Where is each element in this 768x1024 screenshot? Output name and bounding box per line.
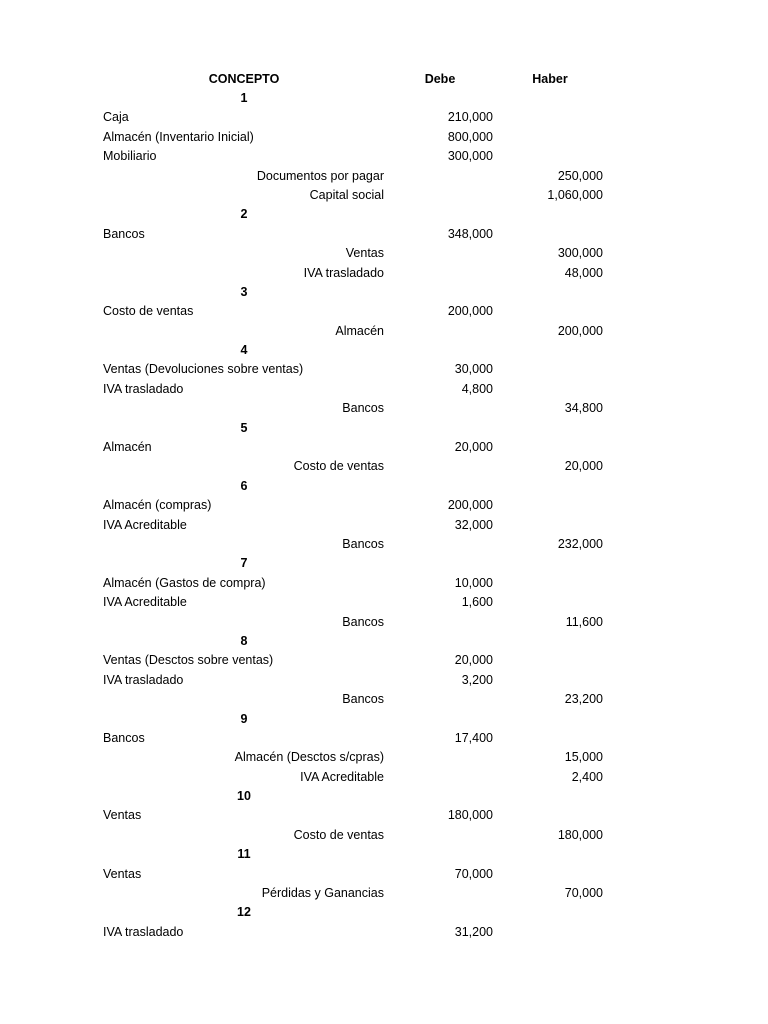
- journal-row: [0, 147, 768, 166]
- debit-account: IVA trasladado: [103, 924, 184, 939]
- entry-number: 8: [240, 633, 248, 648]
- journal-row: [0, 264, 768, 283]
- debe-amount: 4,800: [461, 381, 493, 396]
- entry-number: 1: [240, 91, 248, 105]
- journal-row: [0, 593, 768, 612]
- journal-row: [0, 496, 768, 515]
- debit-account: IVA Acreditable: [103, 517, 187, 532]
- credit-account: Bancos: [342, 614, 384, 629]
- debit-account: Caja: [103, 110, 129, 125]
- entry-number: 6: [240, 478, 248, 493]
- journal-row: [0, 574, 768, 593]
- debit-account: IVA trasladado: [103, 672, 184, 687]
- debe-amount: 800,000: [447, 129, 493, 144]
- debe-amount: 32,000: [454, 517, 493, 532]
- haber-amount: 200,000: [557, 323, 603, 338]
- debit-account: Mobiliario: [103, 149, 157, 164]
- journal-row: [0, 671, 768, 690]
- entry-number-row: [0, 283, 768, 302]
- journal-row: [0, 516, 768, 535]
- journal-row: [0, 225, 768, 244]
- journal-row: [0, 865, 768, 884]
- haber-amount: 232,000: [557, 536, 603, 551]
- entry-number: 2: [240, 207, 248, 222]
- haber-amount: 15,000: [564, 750, 603, 765]
- credit-account: Costo de ventas: [293, 827, 384, 842]
- credit-account: Bancos: [342, 692, 384, 707]
- journal-row: [0, 322, 768, 341]
- journal-row: [0, 923, 768, 942]
- journal-row: [0, 360, 768, 379]
- credit-account: Bancos: [342, 536, 384, 551]
- debe-amount: 70,000: [454, 866, 493, 881]
- journal-row: [0, 884, 768, 903]
- header-haber: Haber: [532, 72, 568, 86]
- haber-amount: 48,000: [564, 265, 603, 280]
- entry-number-row: [0, 477, 768, 496]
- debe-amount: 17,400: [454, 730, 493, 745]
- entry-number-row: [0, 632, 768, 651]
- debe-amount: 3,200: [461, 672, 493, 687]
- credit-account: Costo de ventas: [293, 459, 384, 474]
- debe-amount: 300,000: [447, 149, 493, 164]
- journal-row: [0, 806, 768, 825]
- entry-number: 10: [237, 789, 251, 804]
- entry-number: 12: [237, 905, 251, 920]
- entry-number-row: [0, 710, 768, 729]
- credit-account: IVA trasladado: [303, 265, 384, 280]
- haber-amount: 11,600: [565, 614, 603, 629]
- debit-account: Almacén: [103, 440, 152, 455]
- header-concepto: CONCEPTO: [208, 72, 280, 86]
- credit-account: IVA Acreditable: [300, 769, 384, 784]
- entry-number: 5: [240, 420, 248, 435]
- journal-row: [0, 167, 768, 186]
- credit-account: Bancos: [342, 401, 384, 416]
- debe-amount: 348,000: [447, 226, 493, 241]
- debe-amount: 200,000: [447, 304, 493, 319]
- credit-account: Almacén: [335, 323, 384, 338]
- debe-amount: 1,600: [461, 595, 493, 610]
- debit-account: Ventas (Desctos sobre ventas): [103, 653, 274, 668]
- entry-number-row: [0, 341, 768, 360]
- debit-account: IVA trasladado: [103, 381, 184, 396]
- journal-rows: [0, 89, 768, 942]
- debit-account: IVA Acreditable: [103, 595, 187, 610]
- entry-number-row: [0, 787, 768, 806]
- haber-amount: 70,000: [564, 886, 603, 901]
- entry-number: 11: [237, 847, 251, 862]
- debe-amount: 31,200: [454, 924, 493, 939]
- journal-row: [0, 302, 768, 321]
- entry-number: 3: [240, 284, 248, 299]
- debe-amount: 20,000: [454, 653, 493, 668]
- journal-row: [0, 768, 768, 787]
- entry-number-row: [0, 554, 768, 573]
- haber-amount: 250,000: [557, 168, 603, 183]
- journal-row: [0, 186, 768, 205]
- journal-row: [0, 651, 768, 670]
- debit-account: Almacén (compras): [103, 498, 212, 513]
- haber-amount: 300,000: [557, 246, 603, 261]
- journal-row: [0, 826, 768, 845]
- haber-amount: 23,200: [564, 692, 603, 707]
- journal-row: [0, 748, 768, 767]
- haber-amount: 2,400: [571, 769, 603, 784]
- journal-row: [0, 438, 768, 457]
- entry-number-row: [0, 845, 768, 864]
- debit-account: Ventas: [103, 808, 142, 823]
- entry-number: 9: [240, 711, 248, 726]
- journal-row: [0, 690, 768, 709]
- debit-account: Costo de ventas: [103, 304, 194, 319]
- haber-amount: 34,800: [564, 401, 603, 416]
- journal-row: [0, 613, 768, 632]
- entry-number: 7: [240, 556, 248, 571]
- debe-amount: 200,000: [447, 498, 493, 513]
- haber-amount: 20,000: [564, 459, 603, 474]
- journal-row: [0, 108, 768, 127]
- journal-row: [0, 535, 768, 554]
- credit-account: Capital social: [309, 187, 384, 202]
- debit-account: Almacén (Inventario Inicial): [103, 129, 254, 144]
- debe-amount: 180,000: [447, 808, 493, 823]
- debit-account: Ventas (Devoluciones sobre ventas): [103, 362, 304, 377]
- journal-row: [0, 729, 768, 748]
- debit-account: Almacén (Gastos de compra): [103, 575, 266, 590]
- debe-amount: 10,000: [454, 575, 493, 590]
- credit-account: Ventas: [345, 246, 384, 261]
- entry-number-row: [0, 205, 768, 224]
- journal-row: [0, 244, 768, 263]
- entry-number: 4: [240, 343, 248, 358]
- debe-amount: 210,000: [447, 110, 493, 125]
- journal-row: [0, 380, 768, 399]
- credit-account: Pérdidas y Ganancias: [261, 886, 384, 901]
- journal-row: [0, 457, 768, 476]
- debit-account: Bancos: [103, 730, 145, 745]
- debe-amount: 20,000: [454, 440, 493, 455]
- haber-amount: 180,000: [557, 827, 603, 842]
- entry-number-row: [0, 89, 768, 108]
- debit-account: Bancos: [103, 226, 145, 241]
- haber-amount: 1,060,000: [547, 187, 603, 202]
- debe-amount: 30,000: [454, 362, 493, 377]
- header-debe: Debe: [424, 72, 456, 86]
- entry-number-row: [0, 903, 768, 922]
- credit-account: Documentos por pagar: [256, 168, 384, 183]
- credit-account: Almacén (Desctos s/cpras): [234, 750, 384, 765]
- journal-row: [0, 399, 768, 418]
- entry-number-row: [0, 419, 768, 438]
- debit-account: Ventas: [103, 866, 142, 881]
- journal-row: [0, 128, 768, 147]
